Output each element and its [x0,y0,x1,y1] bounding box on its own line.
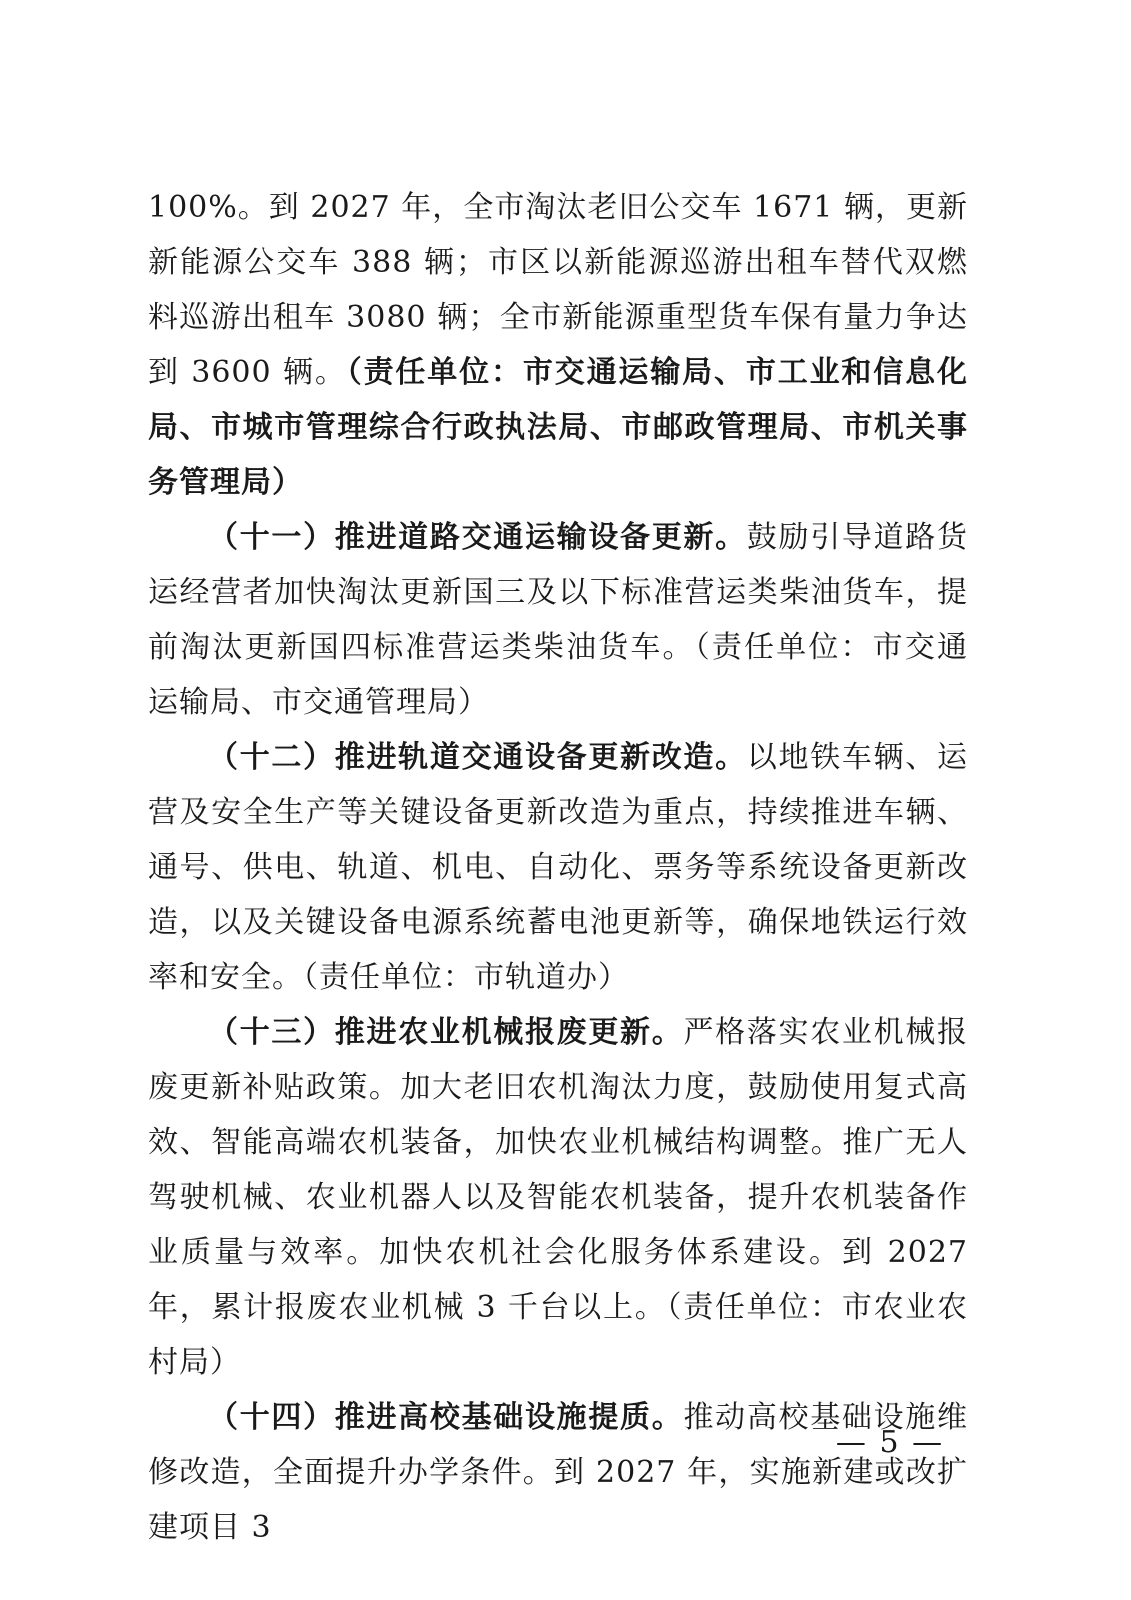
document-body [148,180,968,1555]
section-heading: （十四）推进高校基础设施提质。 [208,1400,684,1435]
responsibility-units: （责任单位：市交通运输局、市工业和信息化局、市城市管理综合行政执法局、市邮政管理局、市机关事务管理局） [148,355,969,500]
paragraph-road-transport [148,510,968,730]
paragraph-rail-transit [148,730,968,1005]
paragraph-text: 推动高校基础设施维修改造，全面提升办学条件。到 2027 年，实施新建或改扩建项目 3 [148,1400,969,1545]
paragraph-university-infrastructure [148,1390,968,1555]
paragraph-text: 严格落实农业机械报废更新补贴政策。加大老旧农机淘汰力度，鼓励使用复式高效、智能高端农机装备，加快农业机械结构调整。推广无人驾驶机械、农业机器人以及智能农机装备，提升农机装备作业质量与效率。加快农机社会化服务体系建设。到 2027 年，累计报废农业机械 3 千台以上。（责任单位：市农业农村局） [148,1015,969,1380]
paragraph-agricultural-machinery [148,1005,968,1390]
paragraph-text: 鼓励引导道路货运经营者加快淘汰更新国三及以下标准营运类柴油货车，提前淘汰更新国四标准营运类柴油货车。（责任单位：市交通运输局、市交通管理局） [148,520,969,720]
section-heading: （十二）推进轨道交通设备更新改造。 [208,740,747,775]
paragraph-text: 100%。到 2027 年，全市淘汰老旧公交车 1671 辆，更新新能源公交车 388 辆；市区以新能源巡游出租车替代双燃料巡游出租车 3080 辆；全市新能源重型货车保有量力争达到 3600 辆。 [148,190,968,390]
section-heading: （十三）推进农业机械报废更新。 [208,1015,684,1050]
paragraph-continuation [148,180,968,510]
section-heading: （十一）推进道路交通运输设备更新。 [208,520,747,555]
page-number: — 5 — [835,1425,945,1460]
paragraph-text: 以地铁车辆、运营及安全生产等关键设备更新改造为重点，持续推进车辆、通号、供电、轨道、机电、自动化、票务等系统设备更新改造，以及关键设备电源系统蓄电池更新等，确保地铁运行效率和安全。（责任单位：市轨道办） [148,740,969,995]
